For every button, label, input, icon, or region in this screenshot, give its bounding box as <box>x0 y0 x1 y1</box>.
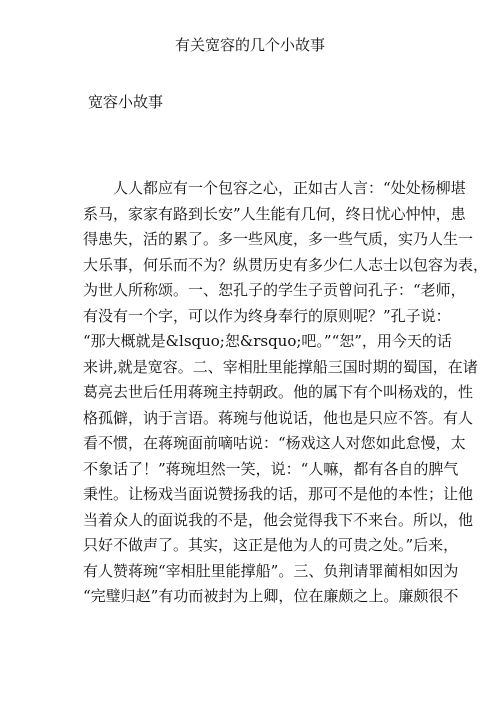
document-title: 有关宽容的几个小故事 <box>174 36 325 54</box>
body-line: 只好不做声了。其实，这正是他为人的可贵之处。”后来， <box>83 536 459 554</box>
body-line: 系马，家家有路到长安”人生能有几何，终日忧心忡忡，患 <box>83 204 466 223</box>
body-line: 秉性。让杨戏当面说赞扬我的话，那可不是他的本性；让他 <box>83 485 474 503</box>
body-line: 格孤僻，讷于言语。蒋琬与他说话，他也是只应不答。有人 <box>83 408 474 427</box>
body-line: 大乐事，何乐而不为？纵贯历史有多少仁人志士以包容为表， <box>83 255 489 274</box>
body-line: “完璧归赵”有功而被封为上卿，位在廉颇之上。廉颇很不 <box>83 587 459 605</box>
body-line: 来讲,就是宽容。二、宰相肚里能撑船三国时期的蜀国，在诸 <box>83 357 478 376</box>
body-line: 有没有一个字，可以作为终身奉行的原则呢？”孔子说： <box>83 306 451 325</box>
body-line: 为世人所称颂。一、恕孔子的学生子贡曾问孔子：“老师， <box>83 281 466 299</box>
body-line: 当着众人的面说我的不是，他会觉得我下不来台。所以，他 <box>83 510 474 529</box>
section-subtitle: 宽容小故事 <box>88 93 164 111</box>
body-line: 看不惯，在蒋琬面前嘀咕说：“杨戏这人对您如此怠慢，太 <box>83 434 466 452</box>
body-line: 葛亮去世后任用蒋琬主持朝政。他的属下有个叫杨戏的，性 <box>83 383 474 401</box>
body-line: 得患失，活的累了。多一些风度，多一些气质，实乃人生一 <box>83 230 474 248</box>
body-line: 人人都应有一个包容之心，正如古人言：“处处杨柳堪 <box>113 179 466 197</box>
body-text <box>83 176 489 610</box>
body-line: 不象话了！”蒋琬坦然一笑，说：“人嘛，都有各自的脾气 <box>83 459 459 478</box>
body-line: “那大概就是&lsquo;恕&rsquo;吧。”“恕”，用今天的话 <box>83 332 452 350</box>
body-line: 有人赞蒋琬“宰相肚里能撑船”。三、负荆请罪蔺相如因为 <box>83 561 459 580</box>
